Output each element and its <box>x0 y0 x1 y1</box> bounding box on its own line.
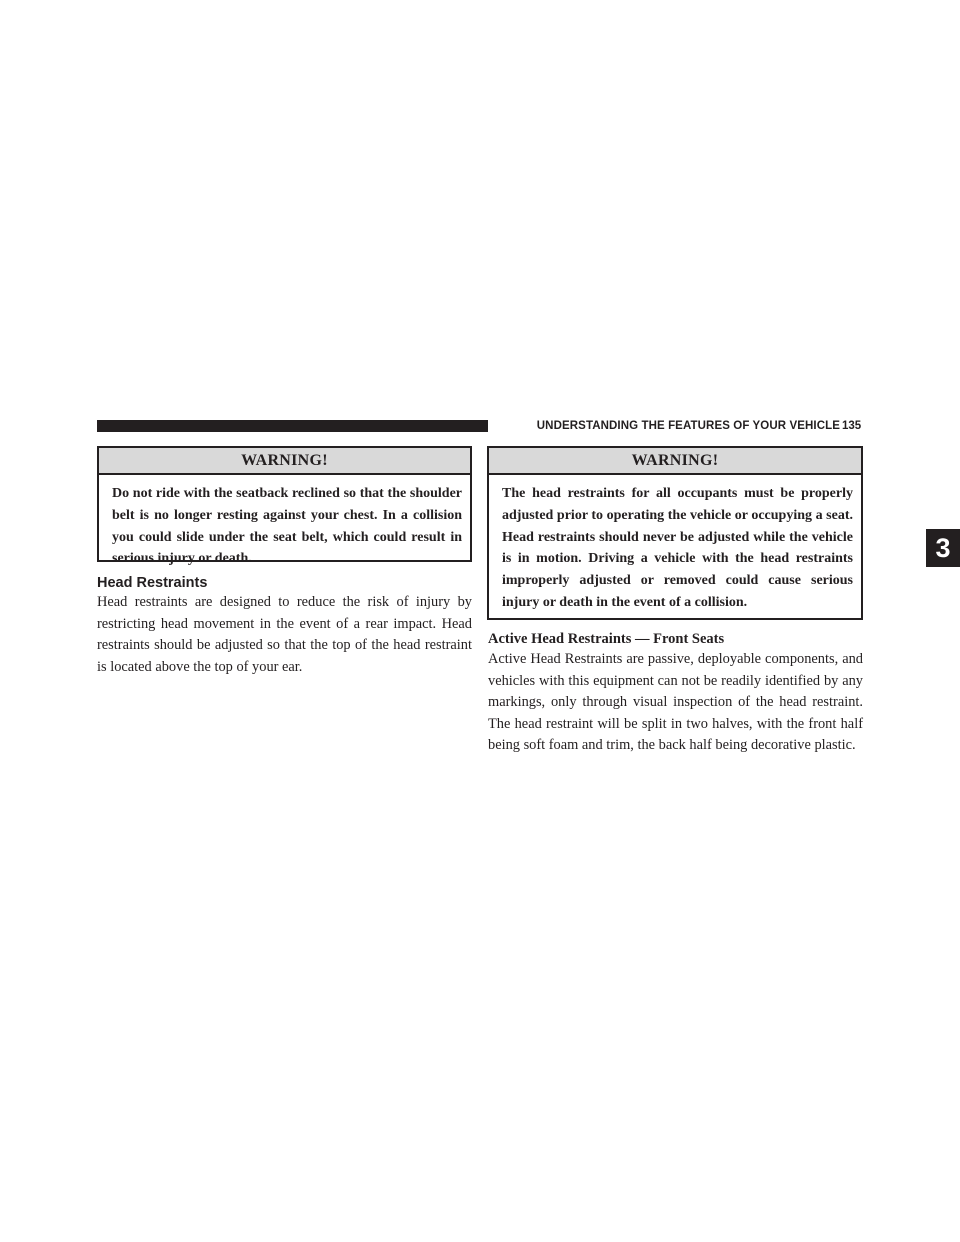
header-rule <box>97 420 488 432</box>
warning-text: The head restraints for all occupants must be properly adjusted prior to operating the vehicle or occupying a seat. Head restraints should never be adjusted while the vehicle is in motion. Driving a vehicle with the head restraints improperly adjusted or removed could cause serious injury or death in the event of a collision. <box>502 486 853 610</box>
page-number: 135 <box>842 420 862 432</box>
subheading-active-head-restraints: Active Head Restraints — Front Seats <box>488 631 725 647</box>
chapter-tab: 3 <box>926 529 960 567</box>
warning-text: Do not ride with the seatback reclined so that the shoulder belt is no longer resting against your chest. In a collision you could slide under the seat belt, which could result in serious injury or death. <box>112 486 462 567</box>
warning-title: WARNING! <box>99 448 470 475</box>
head-restraints-paragraph: Head restraints are designed to reduce the risk of injury by restricting head movement in the event of a rear impact. Head restraints should be adjusted so that the top of the head restraint is located above the top of your ear. <box>97 594 472 675</box>
active-head-restraints-paragraph: Active Head Restraints are passive, deployable components, and vehicles with this equipment can not be readily identified by any markings, only through visual inspection of the head restraint. The head restraint will be split in two halves, with the front half being soft foam and trim, the back half being decorative plastic. <box>488 651 863 754</box>
head-restraint-warning-box <box>487 446 863 620</box>
running-header-title: UNDERSTANDING THE FEATURES OF YOUR VEHICLE <box>536 420 840 432</box>
warning-title: WARNING! <box>489 448 861 475</box>
section-heading-head-restraints: Head Restraints <box>97 575 208 591</box>
seatback-warning-box <box>97 446 472 567</box>
